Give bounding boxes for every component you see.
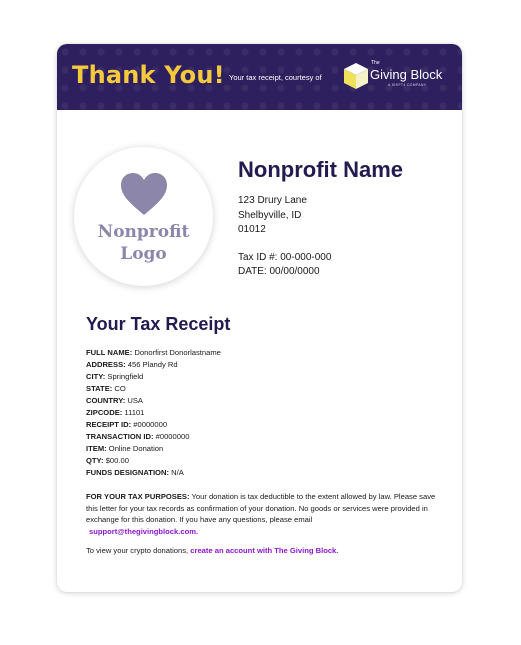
thank-you-banner	[57, 44, 462, 110]
tax-purposes-paragraph	[86, 491, 446, 537]
logo-text-line2: Logo	[120, 244, 167, 264]
field-transaction-id: TRANSACTION ID: #0000000	[86, 432, 190, 441]
field-receipt-id: RECEIPT ID: #0000000	[86, 420, 168, 429]
heart-icon	[121, 173, 167, 217]
field-qty: QTY: $00.00	[86, 456, 129, 465]
field-address: ADDRESS: 456 Plandy Rd	[86, 360, 178, 369]
create-account-link[interactable]: create an account with The Giving Block.	[190, 546, 339, 555]
receipt-title: Your Tax Receipt	[86, 314, 231, 334]
brand-subtitle: A SHIFT4 COMPANY	[388, 83, 427, 87]
tax-purposes-label: FOR YOUR TAX PURPOSES:	[86, 492, 190, 501]
field-zipcode: ZIPCODE: 11101	[86, 408, 145, 417]
support-email-link[interactable]: support@thegivingblock.com.	[89, 526, 199, 536]
nonprofit-logo	[74, 147, 213, 286]
giving-block-cube-icon	[343, 62, 369, 90]
crypto-text: To view your crypto donations,	[86, 546, 189, 555]
tax-purposes-text: Your donation is tax deductible to the extent allowed by law. Please save this letter for your tax records as confirmation of your donation. No goods or services were provided in exchange for this donation. If you have any questions, please email	[86, 492, 436, 525]
tax-id: Tax ID #: 00-000-000	[238, 252, 332, 263]
field-funds-designation: FUNDS DESIGNATION: N/A	[86, 468, 184, 477]
field-item: ITEM: Online Donation	[86, 444, 164, 453]
brand-name: Giving Block	[370, 67, 443, 82]
field-country: COUNTRY: USA	[86, 396, 143, 405]
crypto-account-line	[86, 546, 338, 555]
thank-you-heading: Thank You!	[72, 61, 225, 89]
courtesy-text: Your tax receipt, courtesy of	[229, 73, 322, 82]
field-state: STATE: CO	[86, 384, 126, 393]
receipt-date: DATE: 00/00/0000	[238, 266, 320, 277]
brand-the-text: The	[371, 60, 380, 66]
address-zip: 01012	[238, 224, 266, 235]
nonprofit-name: Nonprofit Name	[238, 157, 403, 182]
logo-text-line1: Nonprofit	[97, 222, 190, 242]
address-line1: 123 Drury Lane	[238, 195, 307, 206]
field-city: CITY: Springfield	[86, 372, 144, 381]
address-line2: Shelbyville, ID	[238, 210, 302, 221]
field-full-name: FULL NAME: Donorfirst Donorlastname	[86, 348, 221, 357]
tax-receipt-card	[57, 44, 462, 592]
